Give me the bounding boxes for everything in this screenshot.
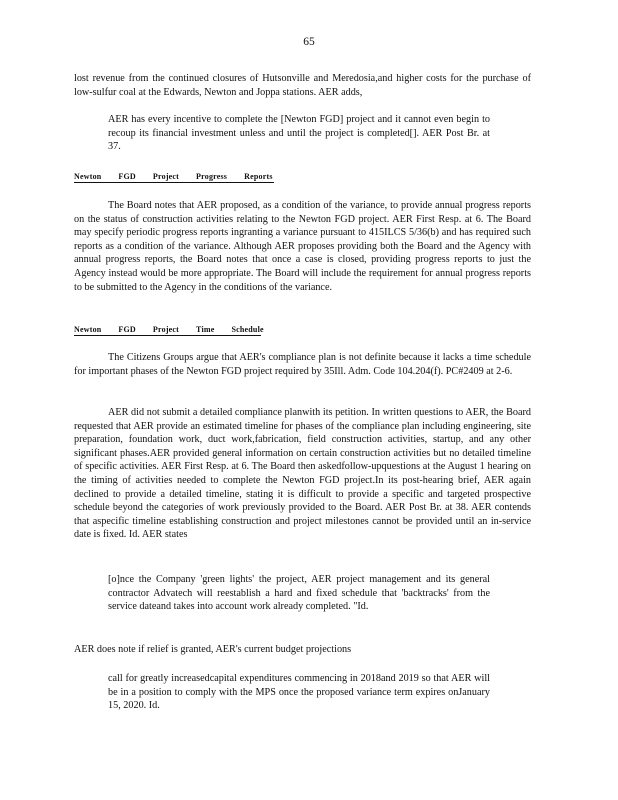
heading-word: Project [152, 172, 180, 181]
block-quote-capital-expenditures: call for greatly increasedcapital expenditures commencing in 2018and 2019 so that AER will be in a position to comply with the MPS once the proposed variance term expires onJanuary 15, 2020. Id. [108, 673, 490, 712]
heading-progress-reports [74, 172, 274, 183]
heading-word: Reports [244, 172, 273, 181]
heading-time-schedule [74, 325, 264, 336]
block-quote-green-light: [o]nce the Company 'green lights' the project, AER project management and its general contractor Advatech will reestablish a hard and fixed schedule that 'backtracks' from the service dateand takes into account work already completed. "Id. [108, 574, 490, 613]
page-number: 65 [303, 36, 315, 48]
heading-word: Project [152, 325, 180, 334]
heading-word: FGD [118, 325, 136, 334]
intro-paragraph: lost revenue from the continued closures of Hutsonville and Meredosia,and higher costs for the purchase of low-sulfur coal at the Edwards, Newton and Joppa stations. AER adds, [74, 73, 531, 98]
heading-word: FGD [118, 172, 136, 181]
heading-word: Schedule [231, 325, 264, 334]
block-quote-newton-incentive: AER has every incentive to complete the [Newton FGD] project and it cannot even begin to recoup its financial investment unless and until the project is completed[]. AER Post Br. at 37. [108, 114, 490, 153]
budget-paragraph: AER does note if relief is granted, AER's current budget projections [74, 644, 352, 655]
timeline-paragraph: AER did not submit a detailed compliance planwith its petition. In written questions to AER, the Board requested that AER provide an estimated timeline for phases of the compliance plan including engineering, site preparation, foundation work, duct work,fabrication, field construction activities, startup, and any other significant phases.AER provided general information on certain construction activities but no detailed timeline of specific activities. AER First Resp. at 6. The Board then askedfollow-upquestions at the August 1 hearing on the timing of activities needed to complete the Newton FGD project.In its post-hearing brief, AER again declined to provide a detailed timeline, stating it is difficult to provide a specific and targeted prospective schedule beyond the categories of work previously provided to the Board. AER Post Br. at 38. AER contends that aspecific timeline establishing construction and project milestones cannot be provided until an in-service date is fixed. Id. AER states [74, 407, 531, 541]
heading-word: Time [196, 325, 215, 334]
heading-word: Newton [74, 325, 102, 334]
progress-reports-paragraph: The Board notes that AER proposed, as a condition of the variance, to provide annual progress reports on the status of construction activities relating to the Newton FGD project. AER First Resp. at 6. The Board may specify periodic progress reports ingranting a variance pursuant to 415ILCS 5/36(b) and has required such reports as a condition of the variance. Although AER proposes providing both the Board and the Agency with annual progress reports, the Board notes that once a case is closed, providing progress reports to just the Agency instead would be more appropriate. The Board will include the requirement for annual progress reports to be submitted to the Agency in the conditions of the variance. [74, 200, 531, 293]
citizens-groups-paragraph: The Citizens Groups argue that AER's compliance plan is not definite because it lacks a time schedule for important phases of the Newton FGD project required by 35Ill. Adm. Code 104.204(f). PC#2409 at 2-6. [74, 352, 531, 377]
heading-word: Progress [196, 172, 228, 181]
heading-word: Newton [74, 172, 102, 181]
